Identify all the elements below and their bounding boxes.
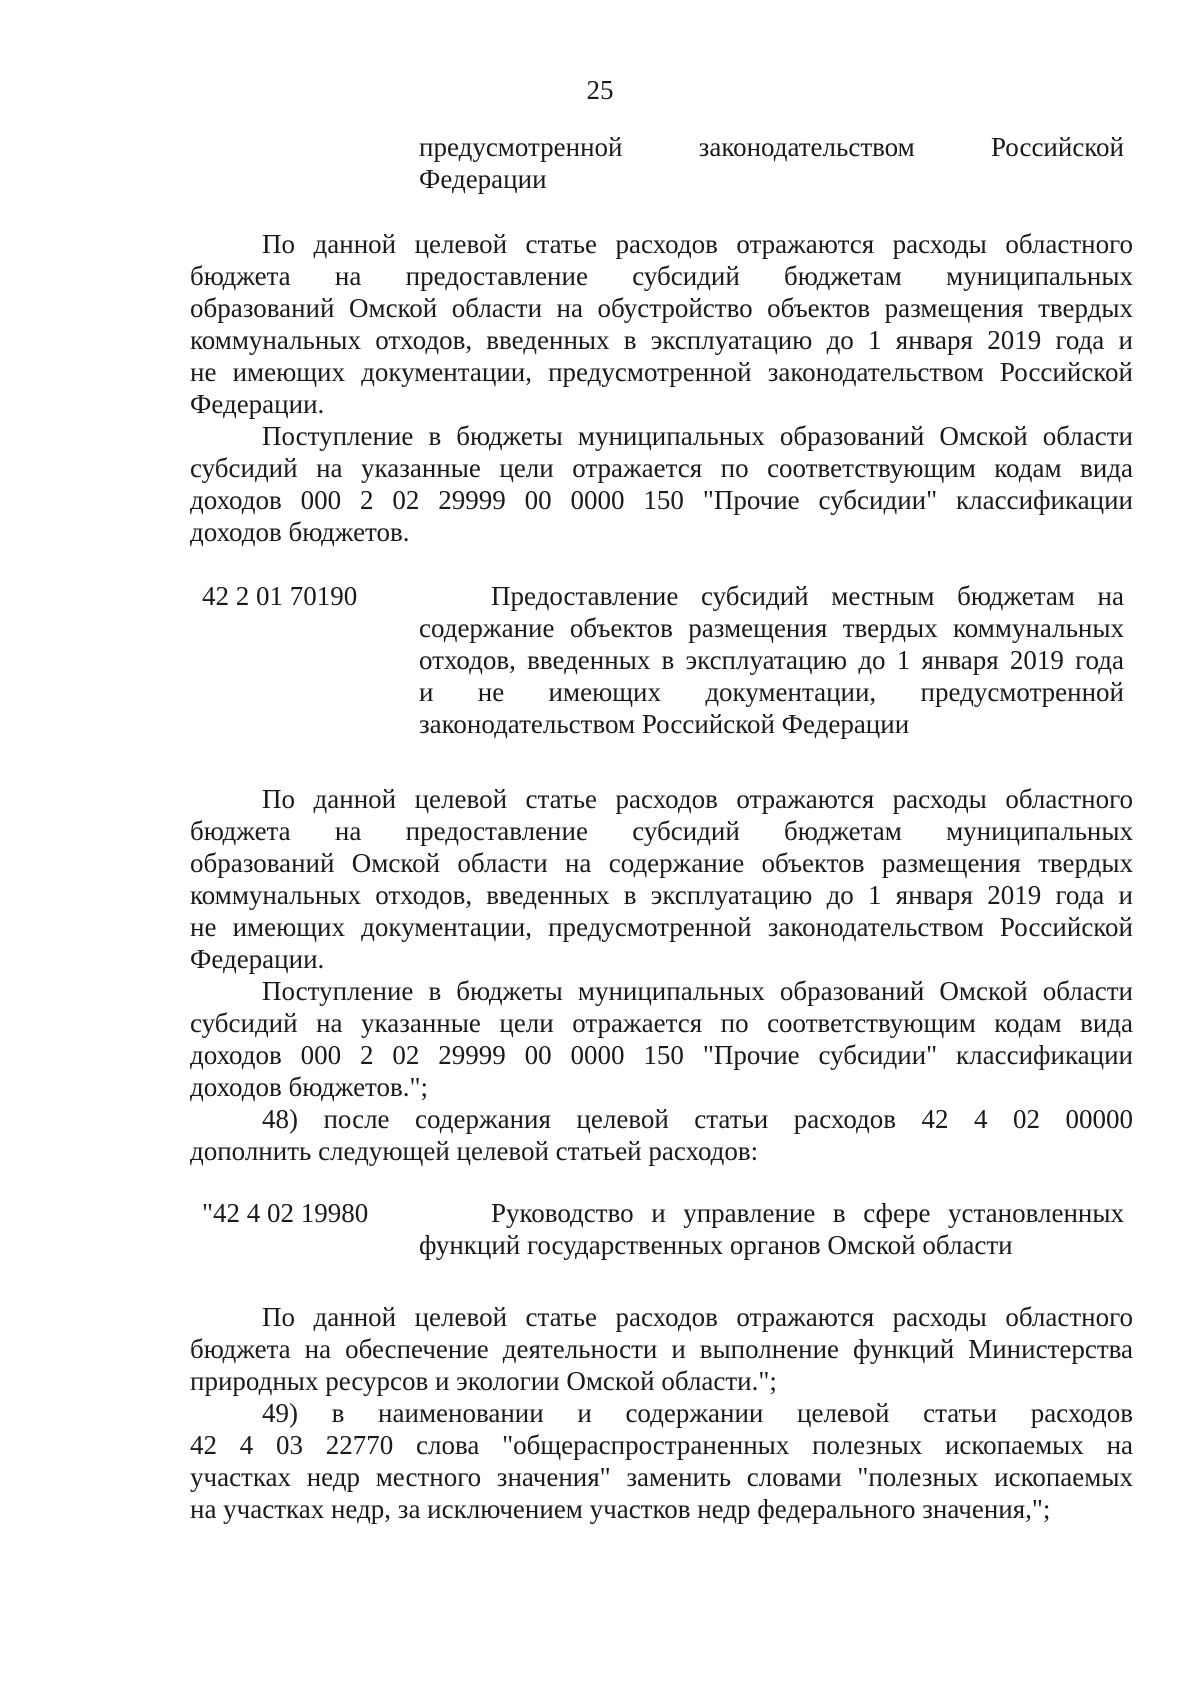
text-line: участках недр местного значения" заменить словами "полезных ископаемых bbox=[190, 1462, 1133, 1492]
paragraph-1 bbox=[190, 228, 1133, 420]
text-line: По данной целевой статье расходов отражаются расходы областного bbox=[262, 1302, 1133, 1332]
text-line: законодательством Российской Федерации bbox=[419, 709, 910, 739]
text-line: По данной целевой статье расходов отражаются расходы областного bbox=[262, 229, 1133, 259]
text-line: Предоставление субсидий местным бюджетам на bbox=[491, 581, 1124, 611]
text-line: доходов бюджетов. bbox=[190, 517, 410, 547]
text-line: доходов бюджетов."; bbox=[190, 1072, 429, 1102]
classification-entry-1 bbox=[190, 580, 1133, 740]
classification-entry-2 bbox=[190, 1197, 1133, 1261]
text-line: коммунальных отходов, введенных в эксплуатацию до 1 января 2019 года и bbox=[190, 880, 1133, 910]
text-line: отходов, введенных в эксплуатацию до 1 января 2019 года bbox=[419, 645, 1124, 675]
text-line: По данной целевой статье расходов отражаются расходы областного bbox=[262, 784, 1133, 814]
text-line: 49) в наименовании и содержании целевой статьи расходов bbox=[262, 1398, 1133, 1428]
text-line: образований Омской области на обустройство объектов размещения твердых bbox=[190, 293, 1133, 323]
text-line: функций государственных органов Омской области bbox=[419, 1230, 1013, 1260]
text-line: 42 4 03 22770 слова "общераспространенных полезных ископаемых на bbox=[190, 1430, 1133, 1460]
intro-fragment bbox=[419, 131, 1124, 195]
text-line: образований Омской области на содержание объектов размещения твердых bbox=[190, 848, 1133, 878]
text-line: дополнить следующей целевой статьей расходов: bbox=[190, 1136, 759, 1166]
page-number: 25 bbox=[586, 75, 614, 105]
text-line: на участках недр, за исключением участков недр федерального значения,"; bbox=[190, 1494, 1051, 1524]
intro-fragment-line-2: Федерации bbox=[419, 164, 547, 194]
paragraph-3 bbox=[190, 783, 1133, 975]
text-line: доходов 000 2 02 29999 00 0000 150 "Прочие субсидии" классификации bbox=[190, 1040, 1133, 1070]
text-line: субсидий на указанные цели отражается по соответствующим кодам вида bbox=[190, 1008, 1133, 1038]
paragraph-6 bbox=[190, 1301, 1133, 1397]
paragraph-item-48 bbox=[190, 1103, 1133, 1167]
text-line: 48) после содержания целевой статьи расходов 42 4 02 00000 bbox=[262, 1104, 1133, 1134]
intro-word: законодательством bbox=[698, 132, 915, 162]
paragraph-4 bbox=[190, 975, 1133, 1103]
classification-description bbox=[419, 1197, 1124, 1261]
text-line: содержание объектов размещения твердых коммунальных bbox=[419, 613, 1124, 643]
classification-code: 42 2 01 70190 bbox=[202, 581, 358, 611]
text-line: и не имеющих документации, предусмотренной bbox=[419, 677, 1124, 707]
text-line: не имеющих документации, предусмотренной законодательством Российской bbox=[190, 912, 1133, 942]
text-line: Федерации. bbox=[190, 944, 325, 974]
text-line: бюджета на предоставление субсидий бюджетам муниципальных bbox=[190, 261, 1133, 291]
text-line: Поступление в бюджеты муниципальных образований Омской области bbox=[262, 976, 1133, 1006]
text-line: бюджета на предоставление субсидий бюджетам муниципальных bbox=[190, 816, 1133, 846]
text-line: субсидий на указанные цели отражается по соответствующим кодам вида bbox=[190, 453, 1133, 483]
text-line: коммунальных отходов, введенных в эксплуатацию до 1 января 2019 года и bbox=[190, 325, 1133, 355]
text-line: природных ресурсов и экологии Омской области."; bbox=[190, 1366, 777, 1396]
text-line: Поступление в бюджеты муниципальных образований Омской области bbox=[262, 421, 1133, 451]
text-line: бюджета на обеспечение деятельности и выполнение функций Министерства bbox=[190, 1334, 1133, 1364]
classification-description bbox=[419, 580, 1124, 740]
intro-word: предусмотренной bbox=[419, 132, 623, 162]
paragraph-2 bbox=[190, 420, 1133, 548]
text-line: не имеющих документации, предусмотренной законодательством Российской bbox=[190, 357, 1133, 387]
intro-fragment-line-1 bbox=[419, 131, 1124, 163]
paragraph-item-49 bbox=[190, 1397, 1133, 1525]
text-line: Федерации. bbox=[190, 389, 325, 419]
text-line: Руководство и управление в сфере установленных bbox=[491, 1198, 1124, 1228]
classification-code: "42 4 02 19980 bbox=[202, 1198, 369, 1228]
text-line: доходов 000 2 02 29999 00 0000 150 "Прочие субсидии" классификации bbox=[190, 485, 1133, 515]
intro-word: Российской bbox=[990, 132, 1124, 162]
